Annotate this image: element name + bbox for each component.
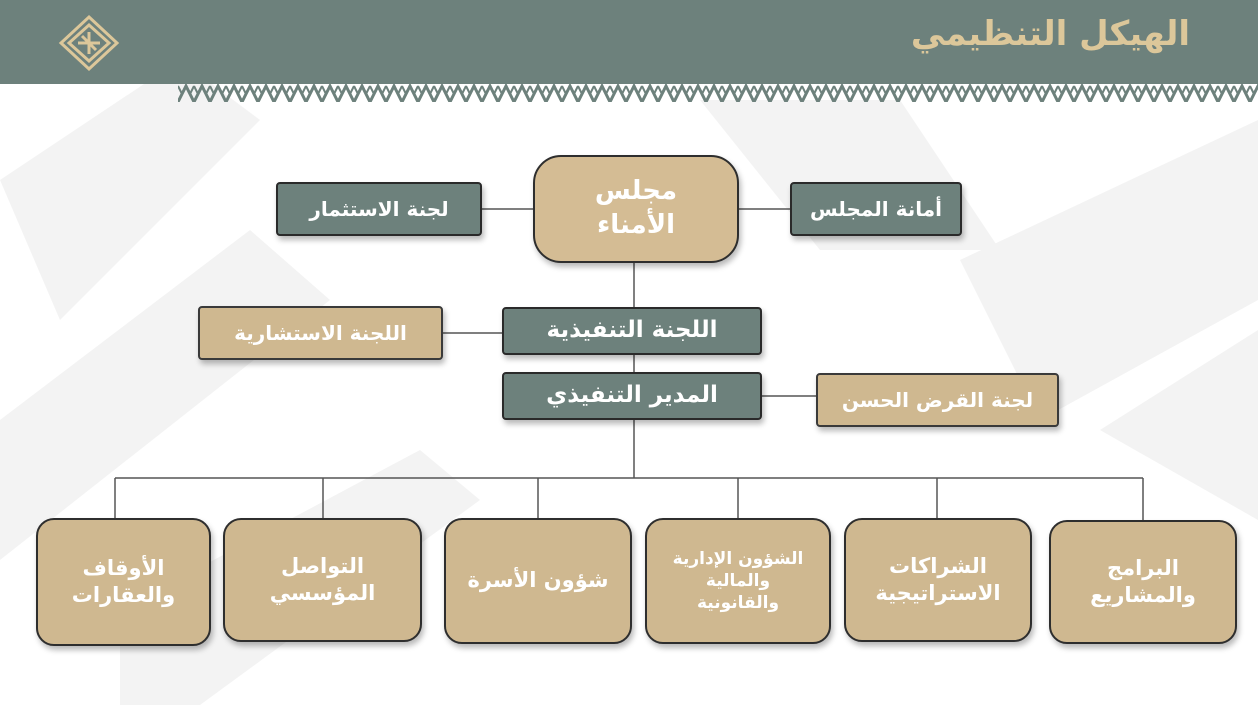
node-label: أمانة المجلس [810, 197, 942, 221]
node-corporate-communication [223, 518, 422, 642]
node-investment-committee [276, 182, 482, 236]
node-council-secretariat [790, 182, 962, 236]
node-label: الشؤون الإدارية والمالية والقانونية [672, 548, 804, 614]
node-label: لجنة القرض الحسن [841, 388, 1034, 412]
node-label: مجلس الأمناء [594, 176, 678, 240]
node-board-of-trustees [533, 155, 739, 263]
node-label: اللجنة الاستشارية [234, 321, 407, 345]
node-strategic-partnerships [844, 518, 1032, 642]
node-label: الأوقاف والعقارات [71, 555, 176, 607]
node-label: لجنة الاستثمار [309, 197, 449, 221]
node-label: شؤون الأسرة [467, 568, 609, 593]
node-executive-committee [502, 307, 762, 355]
node-label: اللجنة التنفيذية [546, 317, 718, 344]
node-endowments-real-estate [36, 518, 211, 646]
node-label: التواصل المؤسسي [269, 553, 376, 605]
page-title: الهيكل التنظيمي [910, 14, 1190, 54]
node-advisory-committee [198, 306, 443, 360]
node-label: البرامج والمشاريع [1090, 555, 1196, 607]
node-qard-hasan-committee [816, 373, 1059, 427]
node-executive-director [502, 372, 762, 420]
node-programs-projects [1049, 520, 1237, 644]
node-label: المدير التنفيذي [546, 382, 718, 409]
node-family-affairs [444, 518, 632, 644]
node-label: الشراكات الاستراتيجية [875, 553, 1001, 605]
node-admin-finance-legal [645, 518, 831, 644]
